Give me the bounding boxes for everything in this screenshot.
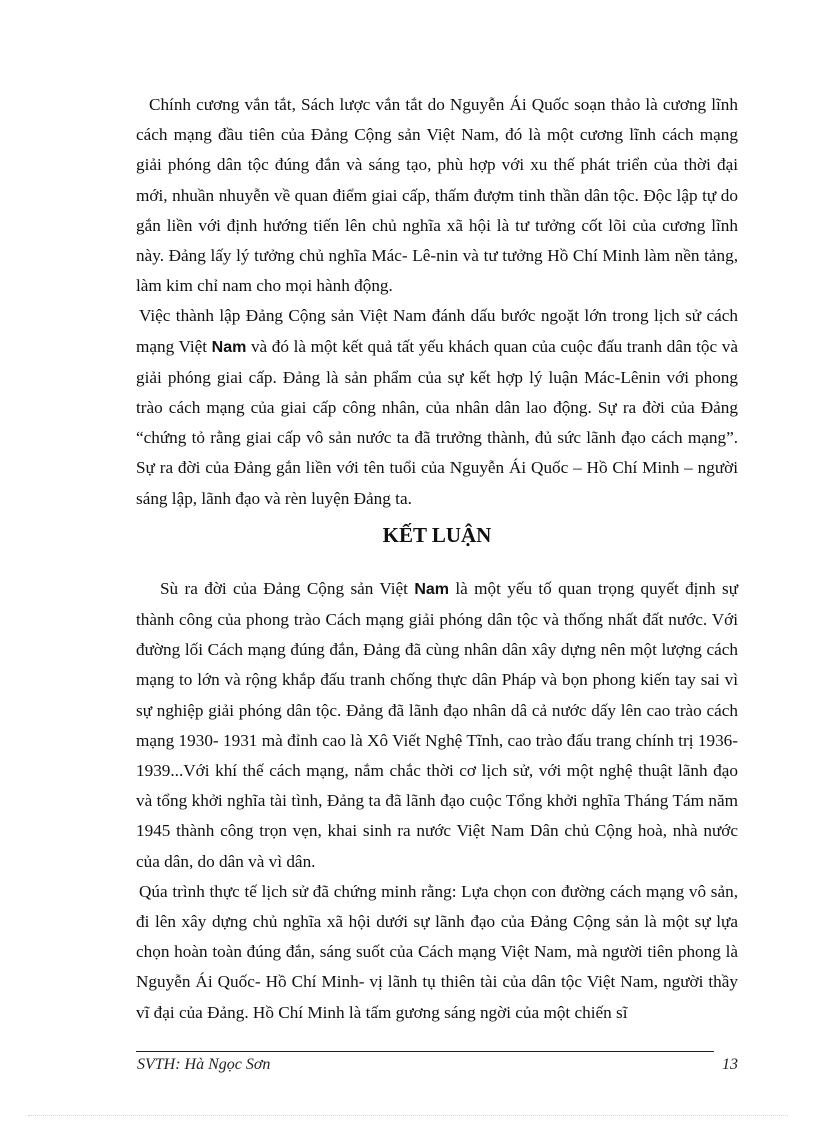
footer-page-number: 13 [722, 1056, 738, 1073]
paragraph-conclusion-1-text-1: Sù ra đời của Đảng Cộng sản Việt [160, 578, 415, 598]
paragraph-conclusion-1-text-2: là một yếu tố quan trọng quyết định sự thành công của phong trào Cách mạng giải phóng dân tộc và thống nhất đất nước. Với đường lối Cách mạng đúng đắn, Đảng đã cùng nhân dân xây dựng nên một lượng cách mạng to lớn và rộng khắp đấu tranh chống thực dân Pháp và bọn phong kiến tay sai vì sự nghiệp giải phóng dân tộc. Đảng đã lãnh đạo nhân dâ cả nước dấy lên cao trào cách mạng 1930- 1931 mà đỉnh cao là Xô Viết Nghệ Tĩnh, cao trào đấu trang chính trị 1936- 1939...Với khí thế cách mạng, nắm chắc thời cơ lịch sử, với một nghệ thuật lãnh đạo và tổng khởi nghĩa tài tình, Đảng ta đã lãnh đạo cuộc Tổng khởi nghĩa Tháng Tám năm 1945 thành công trọn vẹn, khai sinh ra nước Việt Nam Dân chủ Cộng hoà, nhà nước của dân, do dân và vì dân. [136, 578, 739, 871]
paragraph-conclusion-1-nam: Nam [414, 580, 450, 598]
page-edge-dots [28, 1115, 788, 1116]
paragraph-founding-text-2: và đó là một kết quả tất yếu khách quan của cuộc đấu tranh dân tộc và giải phóng giai cấp. Đảng là sản phẩm của sự kết hợp lý luận Mác-Lênin với phong trào cách mạng của giai cấp công nhân, của nhân dân lao động. Sự ra đời của Đảng “chứng tỏ rằng giai cấp vô sản nước ta đã trưởng thành, đủ sức lãnh đạo cách mạng”. Sự ra đời của Đảng gắn liền với tên tuổi của Nguyễn Ái Quốc – Hồ Chí Minh – người sáng lập, lãnh đạo và rèn luyện Đảng ta. [136, 336, 738, 508]
footer-author: SVTH: Hà Ngọc Sơn [137, 1056, 271, 1073]
paragraph-program: Chính cương vắn tắt, Sách lược vắn tắt do Nguyễn Ái Quốc soạn thảo là cương lĩnh cách mạng đầu tiên của Đảng Cộng sản Việt Nam, đó là một cương lĩnh cách mạng giải phóng dân tộc đúng đắn và sáng tạo, phù hợp với xu thế phát triển của thời đại mới, nhuần nhuyễn về quan điểm giai cấp, thấm đượm tinh thần dân tộc. Độc lập tự do gắn liền với định hướng tiến lên chủ nghĩa xã hội là tư tưởng cốt lõi của cương lĩnh này. Đảng lấy lý tưởng chủ nghĩa Mác- Lê-nin và tư tưởng Hồ Chí Minh làm nền tảng, làm kim chỉ nam cho mọi hành động. [136, 95, 738, 296]
paragraph-conclusion-2: Qúa trình thực tế lịch sử đã chứng minh rằng: Lựa chọn con đường cách mạng vô sản, đi lên xây dựng chủ nghĩa xã hội dưới sự lãnh đạo của Đảng Cộng sản là một sự lựa chọn hoàn toàn đúng đắn, sáng suốt của Cách mạng Việt Nam, mà người tiên phong là Nguyễn Ái Quốc- Hồ Chí Minh- vị lãnh tụ thiên tài của dân tộc Việt Nam, người thầy vĩ đại của Đảng. Hồ Chí Minh là tấm gương sáng ngời của một chiến sĩ [136, 881, 738, 1022]
paragraph-founding [136, 301, 738, 513]
paragraph-founding-nam: Nam [211, 338, 247, 356]
document-body [136, 90, 738, 1028]
section-heading: KẾT LUẬN [382, 522, 492, 547]
footer-divider [136, 1051, 714, 1052]
paragraph-conclusion-1 [136, 574, 738, 877]
paragraph-founding-text-1: Việc thành lập Đảng Cộng sản Việt Nam đánh dấu bước ngoặt lớn trong lịch sử cách mạng Việt [136, 306, 738, 356]
